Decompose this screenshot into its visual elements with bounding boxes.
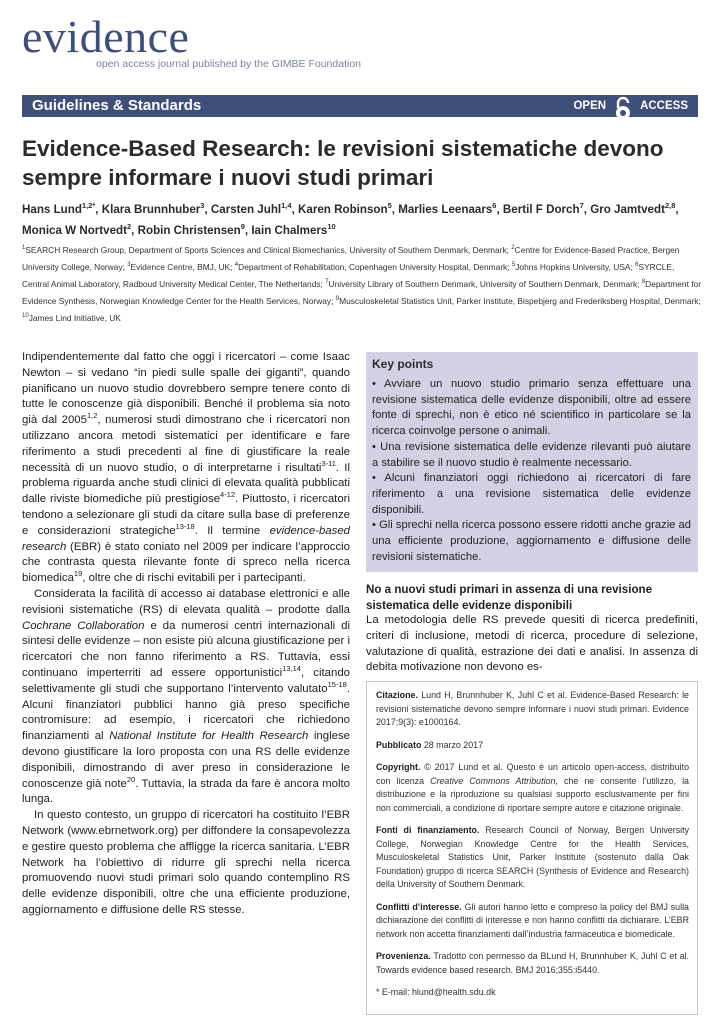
- text-run: . Alcuni finanziatori pubblici hanno già preso specifiche contromisure: ad esempio, i ricercatori che richiedono finanziamenti al: [22, 682, 350, 743]
- copyright-text-end: , che ne consente l’utilizzo, la distribuzione e la riproduzione su qualsiasi supporto esclusivamente per fini non commerciali, a condizione di riportare sempre autore e citazione originale.: [376, 775, 689, 813]
- affiliation-text: Department for Evidence Synthesis, Norwegian Knowledge Center for the Health Services, Norway;: [22, 279, 701, 306]
- reference-marker[interactable]: 20: [126, 774, 136, 784]
- provenance-block: [376, 950, 689, 977]
- reference-marker[interactable]: 13-18: [175, 521, 195, 531]
- affiliation-number: 10: [22, 313, 29, 320]
- key-point-item: • Avviare un nuovo studio primario senza effettuare una revisione sistematica delle evidenze disponibili, oltre ad essere fonte di sprechi, non è etico né scientifico in particolare se la ricerca coinvolge persone o animali.: [372, 378, 691, 438]
- affiliation-text: Centre for Evidence-Based Practice, Bergen University College, Norway;: [22, 245, 680, 272]
- italic-term: evidence-based research: [22, 524, 350, 553]
- copyright-label: Copyright.: [376, 762, 421, 772]
- article-info-box: [366, 681, 698, 1015]
- journal-logo: [22, 11, 361, 70]
- access-label: ACCESS: [640, 100, 688, 112]
- published-date: 28 marzo 2017: [423, 739, 484, 750]
- text-run: (EBR) è stato coniato nel 2009 per indicare l’approccio che contrasta questa rilevante fonte di spreco nella ricerca biomedica: [22, 540, 350, 585]
- citation-label: Citazione.: [376, 690, 418, 700]
- author-affiliation-marker: 2: [127, 222, 132, 232]
- author-name: Klara Brunnhuber$^3$: [101, 201, 205, 216]
- article-title: Evidence-Based Research: le revisioni sistematiche devono sempre informare i nuovi studi primari: [22, 136, 664, 190]
- body-paragraph-3: [22, 808, 350, 919]
- open-lock-icon: [610, 96, 636, 122]
- funding-text: Research Council of Norway, Bergen University College, Norwegian Knowledge Centre for the Health Services, Musculoskeletal Statistics Unit, Parker Institute (sostenuto dalla Oak Foundation) gruppo di ricerca SEARCH (Synthesis of Evidence and Research) della University of Southern Denmark.: [376, 825, 690, 889]
- author-name: Monica W Nortvedt$^2$: [22, 222, 132, 237]
- affiliation-text: University Library of Southern Denmark, University of Southern Denmark, Denmark;: [328, 279, 642, 289]
- funding-block: [376, 824, 689, 892]
- reference-marker[interactable]: 3-11: [321, 458, 336, 468]
- author-affiliation-marker: 1,4: [281, 201, 292, 211]
- author-name: Carsten Juhl$^{1,4}$: [210, 201, 292, 216]
- author-affiliation-marker: 10: [327, 222, 336, 232]
- author-affiliation-marker: 6: [492, 201, 497, 211]
- key-points-title: Key points: [372, 357, 434, 371]
- provenance-label: Provenienza.: [376, 951, 431, 961]
- section-bar: [22, 95, 698, 117]
- affiliation-number: 1: [22, 245, 26, 252]
- text-run: , numerosi studi dimostrano che i ricercatori non utilizzano ancora metodi sistematici per identificare e fare riferimento a studi precedenti al fine di giustificare la reale necessità di un nuovo studio, o di interpretarne i risultati: [22, 414, 350, 474]
- affiliation-number: 6: [635, 262, 639, 269]
- open-label: OPEN: [573, 100, 607, 112]
- affiliation-text: Evidence Centre, BMJ, UK;: [130, 262, 235, 272]
- subsection: [366, 582, 698, 676]
- reference-marker[interactable]: 13,14: [282, 664, 301, 674]
- published-block: [376, 739, 689, 753]
- citation-block: [376, 689, 689, 730]
- text-run: . Il termine: [194, 524, 270, 537]
- author-name: Iain Chalmers$^{10}$: [251, 222, 336, 237]
- text-run: , oltre che di rischi evitabili per i partecipanti.: [82, 572, 306, 585]
- text-run: . Il problema riguarda anche studi clinici di elevata qualità pubblicati dalle riviste biomediche più prestigiose: [22, 461, 350, 506]
- reference-marker[interactable]: 19: [73, 569, 83, 579]
- text-run: Considerata la facilità di accesso ai database elettronici e alle revisioni sistematiche (RS) di elevata qualità – prodotte dalla: [22, 587, 350, 616]
- author-name: Robin Christensen$^9$: [137, 222, 245, 237]
- published-label: Pubblicato: [376, 739, 422, 750]
- affiliation-number: 7: [325, 279, 329, 286]
- affiliation-number: 9: [335, 296, 340, 303]
- provenance-text: Tradotto con permesso da BLund H, Brunnhuber K, Juhl C et al. Towards evidence based research. BMJ 2016;355:i5440.: [376, 951, 689, 975]
- reference-marker[interactable]: 4-12: [220, 490, 236, 500]
- text-run: . Piuttosto, i ricercatori tendono a selezionare gli studi da citare sulla base di preferenze e considerazioni strategiche: [22, 493, 350, 537]
- author-name: Gro Jamtvedt$^{2,8}$: [590, 201, 676, 216]
- conflicts-label: Conflitti d’interesse.: [376, 901, 462, 912]
- copyright-block: [376, 761, 689, 815]
- open-access-badge: [573, 95, 688, 117]
- text-run: , citando selettivamente gli studi che supportano l’intervento valutato: [22, 666, 350, 695]
- funding-label: Fonti di finanziamento.: [376, 825, 480, 835]
- author-affiliation-marker: 1,2*: [81, 201, 96, 211]
- affiliation-number: 3: [127, 262, 131, 269]
- key-point-item: • Gli sprechi nella ricerca possono essere ridotti anche grazie ad una efficiente produzione, aggiornamento e diffusione delle revisioni sistematiche.: [372, 519, 691, 563]
- logo-wordmark: evidence: [22, 11, 190, 62]
- key-point-item: • Alcuni finanziatori oggi richiedono ai ricercatori di fare riferimento a una revisione sistematica delle evidenze disponibili.: [372, 472, 691, 516]
- text-run: Indipendentemente dal fatto che oggi i ricercatori – come Isaac Newton – si vedano “in piedi sulle spalle dei giganti”, quando pianificano un nuovo studio dovrebbero sempre tenere conto di tutte le conoscenze già disponibili. Benché il problema sia noto già dal 2005: [22, 351, 350, 427]
- citation-text: Lund H, Brunnhuber K, Juhl C et al. Evidence-Based Research: le revisioni sistematiche devono sempre informare i nuovi studi primari. Evidence 2017;9(3): e1000164.: [376, 690, 689, 727]
- reference-marker[interactable]: 15-18: [327, 679, 347, 689]
- author-affiliation-marker: 3: [200, 201, 205, 211]
- conflicts-text: Gli autori hanno letto e compreso la policy del BMJ sulla dichiarazione dei conflitti di interesse e non hanno conflitti da dichiarare. L’EBR network non accetta finanziamenti dall’industria farmaceutica e biomedicale.: [376, 901, 689, 939]
- affiliation-text: SEARCH Research Group, Department of Sports Sciences and Clinical Biomechanics, University of Southern Denmark, Denmark;: [25, 245, 512, 255]
- body-paragraph-2: [22, 587, 350, 808]
- copyright-text: © 2017 Lund et al. Questo è un articolo open-access, distribuito con licenza: [376, 762, 690, 786]
- author-affiliation-marker: 5: [387, 201, 392, 211]
- main-text-column: [22, 350, 350, 919]
- conflicts-block: [376, 901, 689, 942]
- text-run: e da numerosi centri internazionali di sintesi delle evidenze – non esiste più alcuna giustificazione per i ricercatori che non fanno riferimento a RS. Tuttavia, essi continuano imperterriti ad essere opportunistici: [22, 619, 350, 679]
- text-run: inglese devono giustificare la loro proposta con una RS delle evidenze disponibili, dimostrando di aver preso in considerazione le conoscenze già note: [22, 730, 351, 790]
- affiliation-number: 8: [641, 279, 646, 286]
- italic-term: Cochrane Collaboration: [22, 619, 145, 632]
- key-points-list: [372, 377, 691, 565]
- affiliation-text: Department of Rehabilitation, Copenhagen University Hospital, Denmark;: [238, 262, 512, 272]
- author-affiliation-marker: 7: [579, 201, 584, 211]
- author-list: Hans Lund$^{1,2*}$, Klara Brunnhuber$^3$, Carsten Juhl$^{1,4}$, Karen Robinson$^5$, Marlies Leenaars$^6$, Bertil F Dorch$^7$, Gro Jamtvedt$^{2,8}$, Monica W Nortvedt$^2$, Robin Christensen$^9$, Iain Chalmers$^{10}$: [22, 201, 679, 237]
- author-name: Karen Robinson$^5$: [298, 201, 392, 216]
- affiliation-text: James Lind Initiative, UK: [28, 313, 121, 323]
- affiliation-text: Musculoskeletal Statistics Unit, Parker Institute, Bispebjerg and Frederiksberg Hospital, Denmark;: [339, 296, 701, 306]
- subsection-heading: No a nuovi studi primari in assenza di una revisione sistematica delle evidenze disponibili: [366, 583, 653, 612]
- affiliation-number: 2: [511, 245, 515, 252]
- affiliation-number: 4: [234, 262, 239, 269]
- affiliation-number: 5: [511, 262, 516, 269]
- author-name: Marlies Leenaars$^6$: [398, 201, 497, 216]
- section-label: Guidelines & Standards: [32, 97, 202, 114]
- affiliation-list: [22, 242, 702, 327]
- text-run: In questo contesto, un gruppo di ricercatori ha costituito l’EBR Network (www.ebrnetwork.org) per diffondere la consapevolezza e gestire questo problema che affligge la ricerca sanitaria. L’EBR Network ha l’obiettivo di ridurre gli sprechi nella ricerca promuovendo nuovi studi primari solo quando contemplino RS delle evidenze disponibili, oltre che una efficiente produzione, aggiornamento e diffusione delle RS stesse.: [22, 809, 350, 916]
- subsection-body: La metodologia delle RS prevede quesiti di ricerca predefiniti, criteri di inclusione, metodi di ricerca, procedure di selezione, valutazione di qualità, estrazione dei dati e analisi. In assenza di debita motivazione non devono es-: [366, 614, 698, 674]
- author-affiliation-marker: 9: [240, 222, 245, 232]
- body-paragraph-1: [22, 350, 350, 587]
- reference-marker[interactable]: 1,2: [86, 411, 98, 421]
- author-name: Bertil F Dorch$^7$: [502, 201, 584, 216]
- text-run: . Tuttavia, la strada da fare è ancora molto lunga.: [22, 777, 351, 806]
- contact-email[interactable]: * E-mail: hlund@health.sdu.dk: [376, 987, 496, 997]
- affiliation-text: SYRCLE, Central Animal Laboratory, Radboud University Medical Center, The Netherlands;: [22, 262, 675, 289]
- author-name: Hans Lund$^{1,2*}$: [22, 201, 96, 216]
- logo-tagline: open access journal published by the GIMBE Foundation: [96, 58, 361, 70]
- italic-term: National Institute for Health Research: [109, 730, 309, 743]
- license-name[interactable]: Creative Commons Attribution: [430, 775, 556, 786]
- author-affiliation-marker: 2,8: [664, 201, 676, 211]
- key-points-box: [366, 352, 698, 572]
- key-point-item: • Una revisione sistematica delle evidenze rilevanti può aiutare a stabilire se il nuovo studio è realmente necessario.: [372, 440, 691, 469]
- affiliation-text: Johns Hopkins University, USA;: [515, 262, 636, 272]
